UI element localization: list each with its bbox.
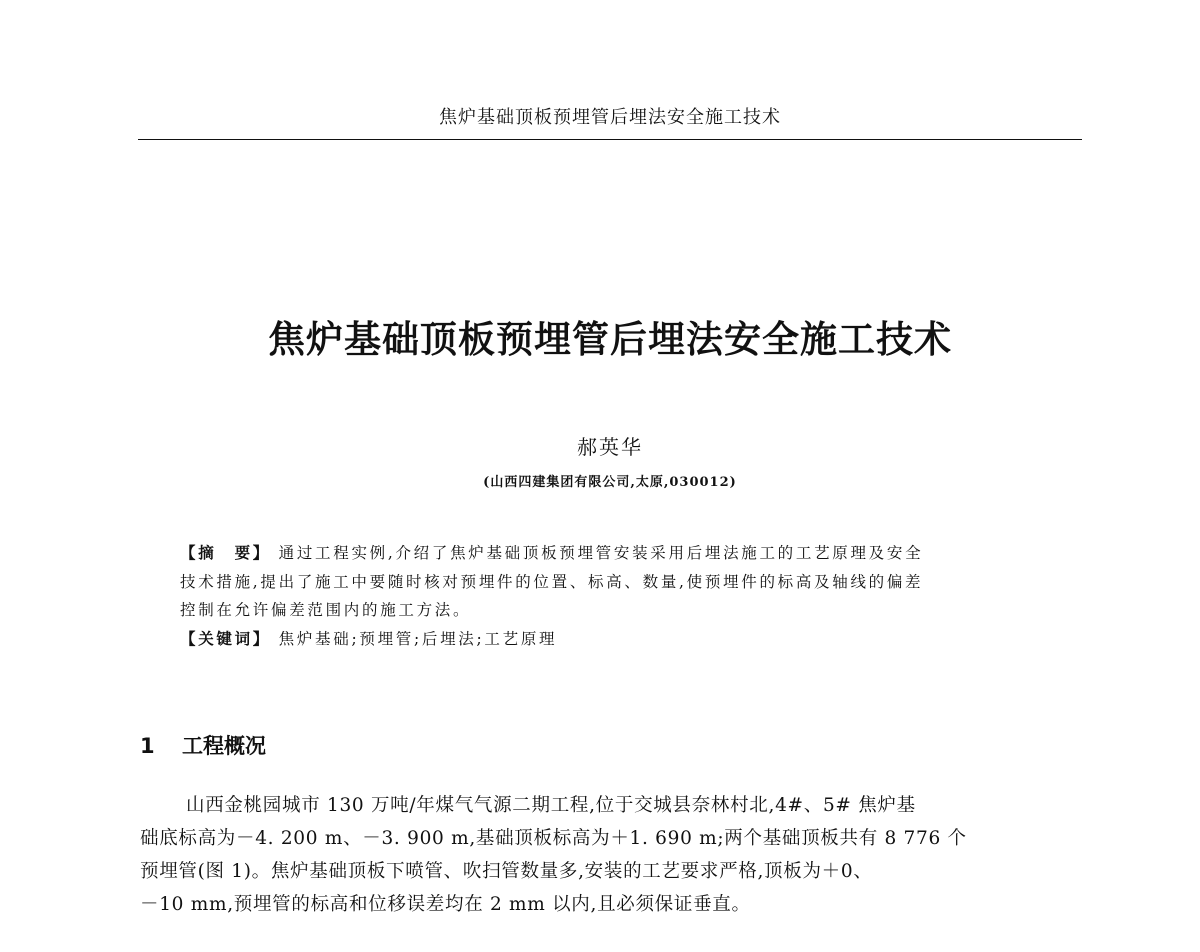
keywords-line [180,625,1060,654]
section-number: 1 [140,734,155,758]
author-affiliation: (山西四建集团有限公司,太原,030012) [483,475,737,490]
abstract-block [180,539,1060,653]
section-heading [140,730,266,760]
section-title: 工程概况 [182,734,266,758]
abstract-line-1 [180,539,1060,568]
body-line-2: 础底标高为－4. 200 m、－3. 900 m,基础顶板标高为＋1. 690 m;两个基础顶板共有 8 776 个 [140,828,967,849]
abstract-label: 【摘 要】 [180,544,272,562]
body-line-1: 山西金桃园城市 130 万吨/年煤气气源二期工程,位于交城县奈林村北,4#、5# 焦炉基 [186,795,916,816]
abstract-text-1: 通过工程实例,介绍了焦炉基础顶板预埋管安装采用后埋法施工的工艺原理及安全 [278,544,924,562]
body-line-4: －10 mm,预埋管的标高和位移误差均在 2 mm 以内,且必须保证垂直。 [140,894,751,915]
article-title: 焦炉基础顶板预埋管后埋法安全施工技术 [268,318,952,361]
keywords-label: 【关键词】 [180,629,272,648]
keywords-text: 焦炉基础;预埋管;后埋法;工艺原理 [278,629,558,648]
abstract-line-3: 控制在允许偏差范围内的施工方法。 [180,601,472,619]
header-rule [138,139,1082,140]
running-header: 焦炉基础顶板预埋管后埋法安全施工技术 [439,107,781,128]
author-name: 郝英华 [577,435,643,459]
section-body [140,789,1080,921]
abstract-line-2: 技术措施,提出了施工中要随时核对预埋件的位置、标高、数量,使预埋件的标高及轴线的偏差 [180,572,924,591]
body-line-3: 预埋管(图 1)。焦炉基础顶板下喷管、吹扫管数量多,安装的工艺要求严格,顶板为＋0、 [140,861,873,882]
